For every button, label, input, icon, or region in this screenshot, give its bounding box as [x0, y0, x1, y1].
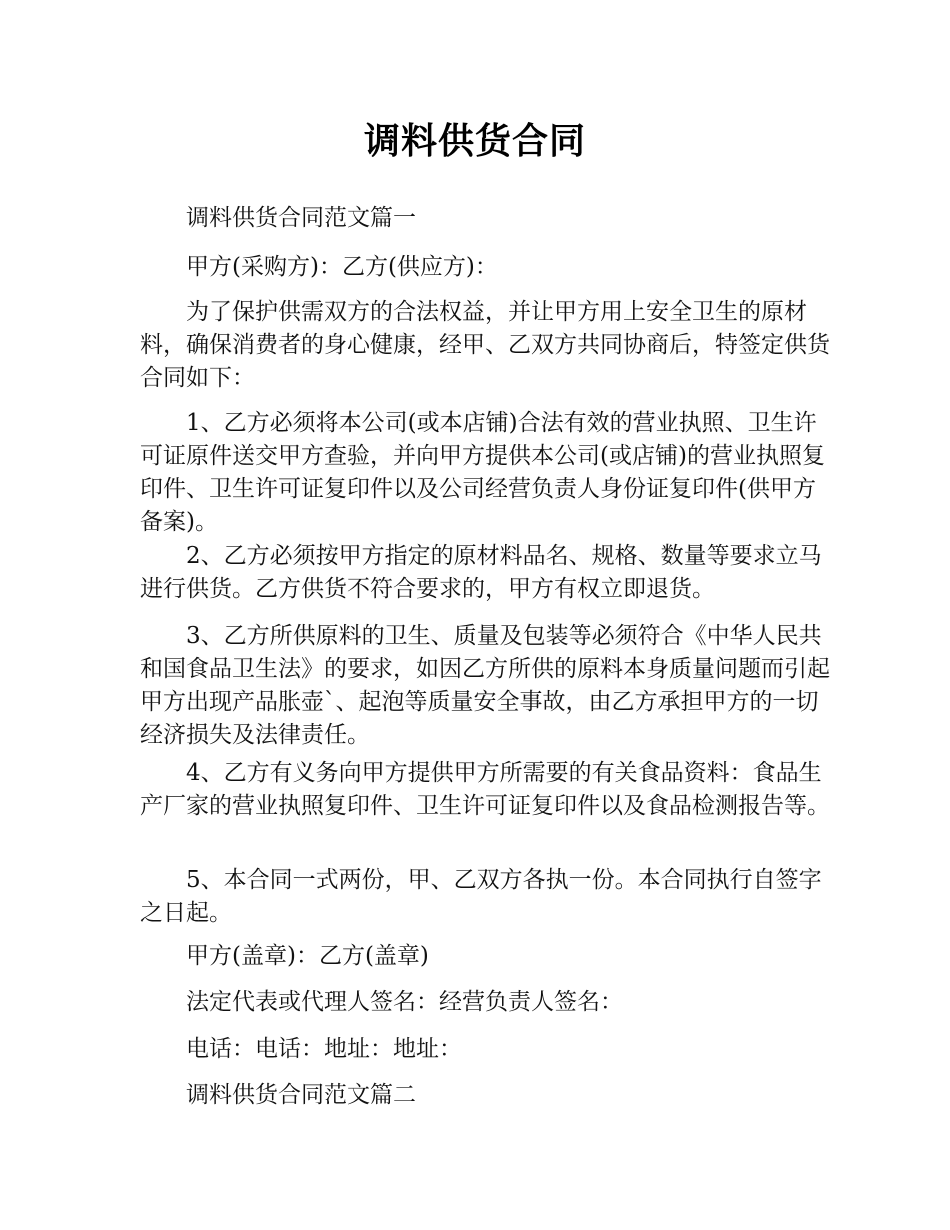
- preamble-paragraph: 为了保护供需双方的合法权益，并让甲方用上安全卫生的原材料，确保消费者的身心健康，经甲、乙双方共同协商后，特签定供货合同如下：: [140, 299, 830, 391]
- clause-5: 5、本合同一式两份，甲、乙双方各执一份。本合同执行自签字之日起。: [140, 867, 822, 926]
- seal-line: 甲方(盖章)：乙方(盖章): [186, 943, 429, 969]
- clause-1: 1、乙方必须将本公司(或本店铺)合法有效的营业执照、卫生许可证原件送交甲方查验，并向甲方提供本公司(或店铺)的营业执照复印件、卫生许可证复印件以及公司经营负责人身份证复印件(供甲方备案)。: [140, 410, 825, 535]
- document-title: 调料供货合同: [363, 121, 586, 162]
- section-heading-1: 调料供货合同范文篇一: [186, 205, 416, 231]
- section-heading-2: 调料供货合同范文篇二: [186, 1082, 416, 1108]
- clause-2: 2、乙方必须按甲方指定的原材料品名、规格、数量等要求立马进行供货。乙方供货不符合要求的，甲方有权立即退货。: [140, 543, 822, 602]
- contact-line: 电话：电话：地址：地址：: [186, 1036, 462, 1062]
- clause-3: 3、乙方所供原料的卫生、质量及包装等必须符合《中华人民共和国食品卫生法》的要求，如因乙方所供的原料本身质量问题而引起甲方出现产品胀壶`、起泡等质量安全事故，由乙方承担甲方的一切经济损失及法律责任。: [140, 623, 830, 748]
- parties-line: 甲方(采购方)：乙方(供应方)：: [186, 254, 498, 280]
- signature-line: 法定代表或代理人签名：经营负责人签名：: [186, 989, 623, 1015]
- clause-4: 4、乙方有义务向甲方提供甲方所需要的有关食品资料：食品生产厂家的营业执照复印件、卫生许可证复印件以及食品检测报告等。: [140, 760, 830, 819]
